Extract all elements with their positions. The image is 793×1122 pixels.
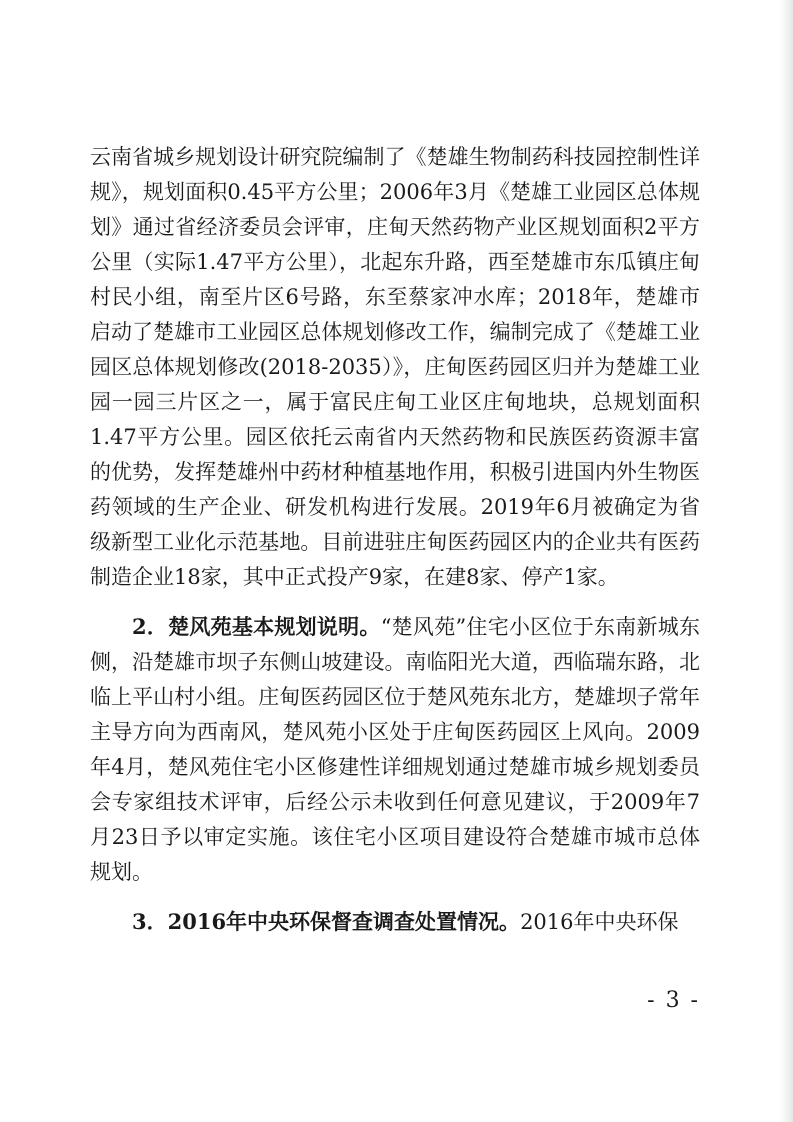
paragraph-chufengyuan-planning xyxy=(90,609,700,890)
body-text xyxy=(90,140,700,940)
scan-edge-shadow xyxy=(779,0,793,1122)
paragraph-planning-history xyxy=(90,140,700,595)
paragraph-3-text: 2016年中央环保 xyxy=(520,910,679,934)
paragraph-1-text: 云南省城乡规划设计研究院编制了《楚雄生物制药科技园控制性详规》，规划面积0.45平方公里；2006年3月《楚雄工业园区总体规划》通过省经济委员会评审，庄甸天然药物产业区规划面积2平方公里（实际1.47平方公里），北起东升路，西至楚雄市东瓜镇庄甸村民小组，南至片区6号路，东至蔡家冲水库；2018年，楚雄市启动了楚雄市工业园区总体规划修改工作，编制完成了《楚雄工业园区总体规划修改(2018-2035）》，庄甸医药园区归并为楚雄工业园一园三片区之一，属于富民庄甸工业区庄甸地块，总规划面积1.47平方公里。园区依托云南省内天然药物和民族医药资源丰富的优势，发挥楚雄州中药材种植基地作用，积极引进国内外生物医药领域的生产企业、研发机构进行发展。2019年6月被确定为省级新型工业化示范基地。目前进驻庄甸医药园区内的企业共有医药制造企业18家，其中正式投产9家，在建8家、停产1家。 xyxy=(90,145,700,589)
paragraph-2-text: “楚风苑”住宅小区位于东南新城东侧，沿楚雄市坝子东侧山坡建设。南临阳光大道，西临瑞东路，北临上平山村小组。庄甸医药园区位于楚风苑东北方，楚雄坝子常年主导方向为西南风，楚风苑小区处于庄甸医药园区上风向。2009年4月，楚风苑住宅小区修建性详细规划通过楚雄市城乡规划委员会专家组技术评审，后经公示未收到任何意见建议，于2009年7月23日予以审定实施。该住宅小区项目建设符合楚雄市城市总体规划。 xyxy=(90,615,700,884)
paragraph-central-inspection xyxy=(90,904,700,940)
paragraph-2-heading: 2．楚风苑基本规划说明。 xyxy=(132,614,381,639)
page-number: - 3 - xyxy=(647,988,700,1013)
paragraph-3-heading: 3．2016年中央环保督查调查处置情况。 xyxy=(132,909,521,934)
